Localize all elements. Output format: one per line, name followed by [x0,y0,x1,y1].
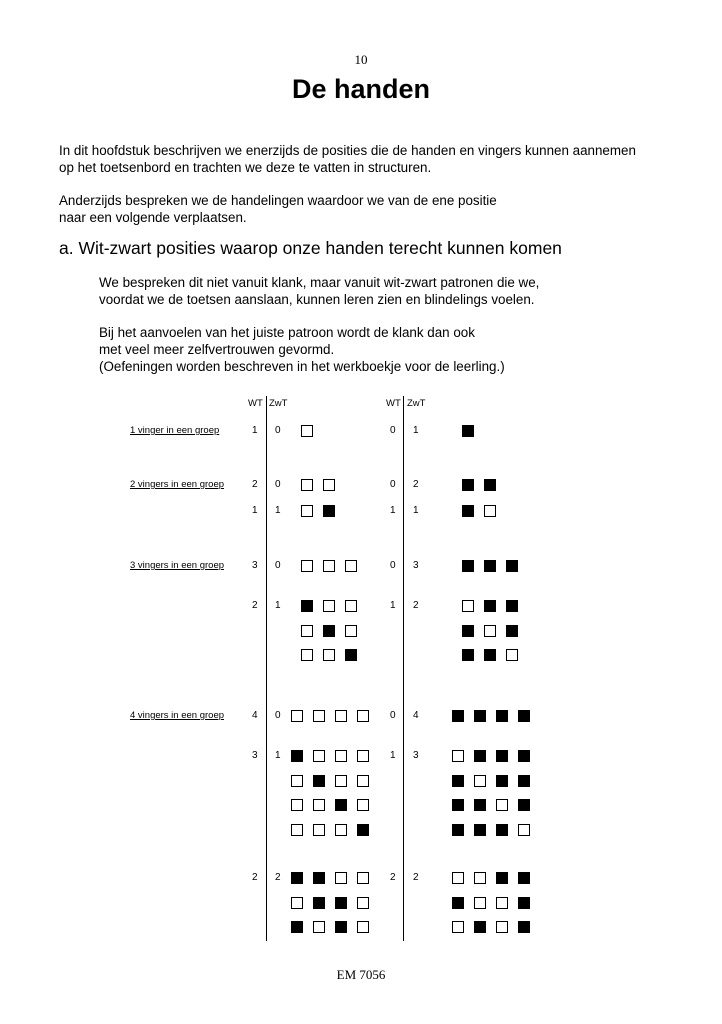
black-key-square [484,560,496,572]
black-key-square [462,625,474,637]
zwt-count-right: 1 [413,505,419,516]
white-key-square [357,897,369,909]
white-key-square [484,625,496,637]
text-line: We bespreken dit niet vanuit klank, maar vanuit wit-zwart patronen die we, [99,275,540,290]
header-wt-right: WT [386,398,401,409]
white-key-square [357,750,369,762]
black-key-square [518,921,530,933]
black-key-square [496,824,508,836]
black-key-square [323,505,335,517]
column-divider [403,396,404,941]
black-key-square [518,750,530,762]
white-key-square [301,425,313,437]
white-key-square [323,560,335,572]
column-divider [266,396,267,941]
black-key-square [474,921,486,933]
white-key-square [452,872,464,884]
white-key-square [301,560,313,572]
white-key-square [335,775,347,787]
footer-code: EM 7056 [336,967,386,982]
black-key-square [313,897,325,909]
white-key-square [313,799,325,811]
header-zwt-right: ZwT [407,398,426,409]
black-key-square [506,560,518,572]
wt-count-left: 3 [252,750,258,761]
black-key-square [518,710,530,722]
zwt-count-right: 1 [413,425,419,436]
white-key-square [301,505,313,517]
black-key-square [452,799,464,811]
black-key-square [484,600,496,612]
black-key-square [462,479,474,491]
black-key-square [518,872,530,884]
white-key-square [345,625,357,637]
black-key-square [506,600,518,612]
white-key-square [301,625,313,637]
text-line: voordat we de toetsen aanslaan, kunnen leren zien en blindelings voelen. [99,292,535,307]
wt-count-left: 2 [252,600,258,611]
black-key-square [335,921,347,933]
white-key-square [313,750,325,762]
white-key-square [496,897,508,909]
wt-count-left: 1 [252,505,258,516]
group-label: 1 vinger in een groep [130,425,220,436]
wt-count-left: 3 [252,560,258,571]
black-key-square [496,710,508,722]
zwt-count-right: 2 [413,479,419,490]
white-key-square [291,897,303,909]
section-paragraph-2 [99,324,505,375]
black-key-square [484,479,496,491]
black-key-square [452,897,464,909]
white-key-square [301,479,313,491]
white-key-square [291,799,303,811]
section-heading: a. Wit-zwart posities waarop onze handen terecht kunnen komen [59,238,562,258]
black-key-square [474,824,486,836]
black-key-square [452,775,464,787]
page-title: De handen [291,74,431,104]
wt-count-right: 1 [390,750,396,761]
white-key-square [357,921,369,933]
white-key-square [323,600,335,612]
white-key-square [474,897,486,909]
text-line: op het toetsenbord en trachten we deze te vatten in structuren. [59,160,432,175]
white-key-square [484,505,496,517]
black-key-square [357,824,369,836]
white-key-square [335,872,347,884]
wt-count-right: 1 [390,600,396,611]
white-key-square [335,824,347,836]
zwt-count-right: 2 [413,600,419,611]
white-key-square [313,824,325,836]
zwt-count-left: 0 [275,425,281,436]
wt-count-right: 1 [390,505,396,516]
white-key-square [313,710,325,722]
white-key-square [496,799,508,811]
wt-count-left: 4 [252,710,258,721]
text-line: Anderzijds bespreken we de handelingen waardoor we van de ene positie [59,193,497,208]
white-key-square [506,649,518,661]
zwt-count-left: 1 [275,600,281,611]
wt-count-left: 2 [252,479,258,490]
group-label: 2 vingers in een groep [130,479,225,490]
white-key-square [301,649,313,661]
black-key-square [345,649,357,661]
black-key-square [462,505,474,517]
black-key-square [496,872,508,884]
black-key-square [474,750,486,762]
white-key-square [452,750,464,762]
header-wt-left: WT [248,398,263,409]
text-line: naar een volgende verplaatsen. [59,210,247,225]
white-key-square [323,479,335,491]
black-key-square [291,750,303,762]
black-key-square [462,649,474,661]
white-key-square [474,872,486,884]
black-key-square [301,600,313,612]
black-key-square [484,649,496,661]
white-key-square [357,710,369,722]
wt-count-left: 1 [252,425,258,436]
black-key-square [506,625,518,637]
wt-count-right: 0 [390,560,396,571]
black-key-square [335,799,347,811]
text-line: Bij het aanvoelen van het juiste patroon wordt de klank dan ook [99,325,475,340]
white-key-square [291,824,303,836]
white-key-square [357,872,369,884]
white-key-square [291,775,303,787]
white-key-square [357,799,369,811]
black-key-square [335,897,347,909]
white-key-square [335,750,347,762]
white-key-square [345,560,357,572]
zwt-count-right: 3 [413,750,419,761]
zwt-count-left: 1 [275,750,281,761]
zwt-count-left: 0 [275,479,281,490]
white-key-square [518,824,530,836]
intro-paragraph-1 [59,142,636,176]
wt-count-right: 0 [390,479,396,490]
white-key-square [291,710,303,722]
black-key-square [313,775,325,787]
white-key-square [357,775,369,787]
black-key-square [291,872,303,884]
white-key-square [345,600,357,612]
zwt-count-left: 0 [275,710,281,721]
black-key-square [323,625,335,637]
zwt-count-right: 3 [413,560,419,571]
black-key-square [496,775,508,787]
zwt-count-left: 0 [275,560,281,571]
black-key-square [518,775,530,787]
wt-count-right: 0 [390,710,396,721]
black-key-square [474,799,486,811]
zwt-count-left: 2 [275,872,281,883]
group-label: 4 vingers in een groep [130,710,225,721]
wt-count-right: 2 [390,872,396,883]
wt-count-right: 0 [390,425,396,436]
black-key-square [452,824,464,836]
white-key-square [323,649,335,661]
intro-paragraph-2 [59,192,497,226]
white-key-square [452,921,464,933]
black-key-square [462,560,474,572]
zwt-count-right: 2 [413,872,419,883]
black-key-square [313,872,325,884]
white-key-square [474,775,486,787]
black-key-square [518,799,530,811]
page-number: 10 [354,52,368,67]
text-line: (Oefeningen worden beschreven in het werkboekje voor de leerling.) [99,359,505,374]
white-key-square [496,921,508,933]
black-key-square [474,710,486,722]
black-key-square [452,710,464,722]
text-line: met veel meer zelfvertrouwen gevormd. [99,342,335,357]
black-key-square [518,897,530,909]
white-key-square [335,710,347,722]
black-key-square [496,750,508,762]
zwt-count-right: 4 [413,710,419,721]
section-paragraph-1 [99,274,539,308]
header-zwt-left: ZwT [269,398,288,409]
white-key-square [462,600,474,612]
black-key-square [291,921,303,933]
zwt-count-left: 1 [275,505,281,516]
black-key-square [462,425,474,437]
text-line: In dit hoofdstuk beschrijven we enerzijds de posities die de handen en vingers kunnen aannemen [59,143,636,158]
group-label: 3 vingers in een groep [130,560,225,571]
wt-count-left: 2 [252,872,258,883]
white-key-square [313,921,325,933]
